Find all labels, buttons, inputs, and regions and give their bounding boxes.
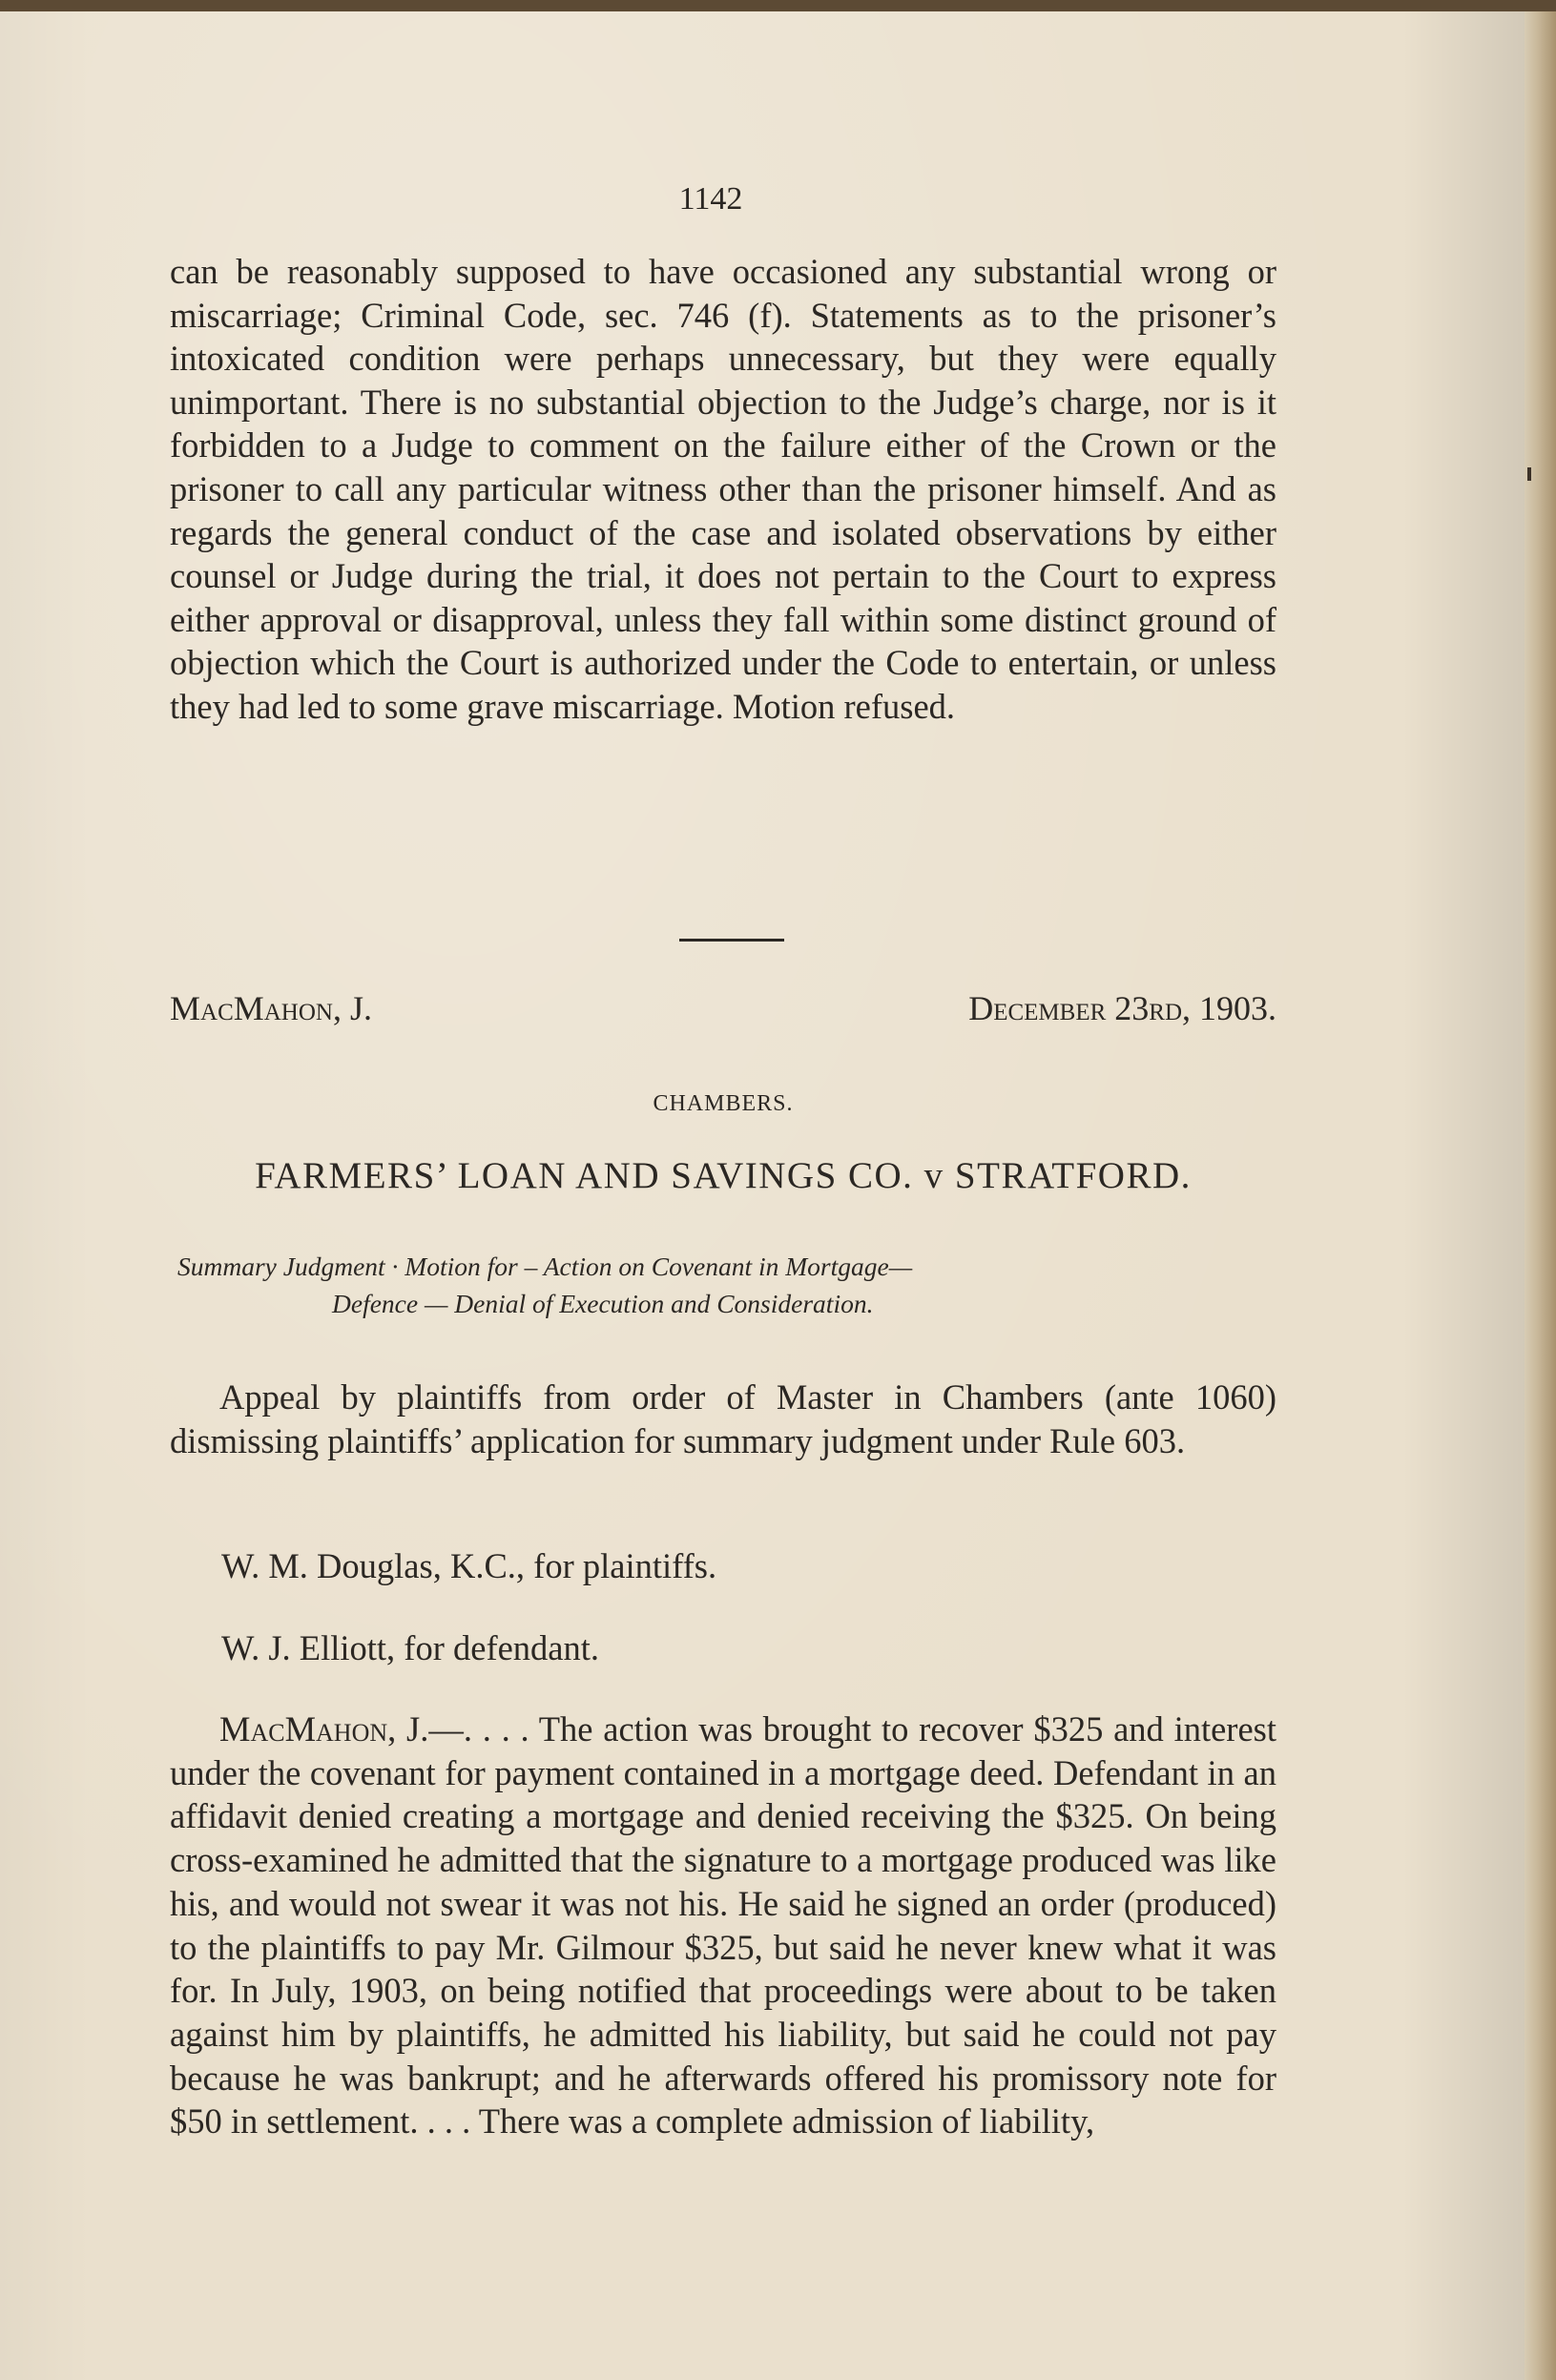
intro-paragraph — [170, 250, 1276, 729]
intro-paragraph-text: can be reasonably supposed to have occasioned any substantial wrong or miscarriage; Criminal Code, sec. 746 (f). Statements as to the prisoner’s intoxicated condition were perhaps unnecessary, but they were equally unimportant. There is no substantial objection to the Judge’s charge, nor is it forbidden to a Judge to comment on the failure either of the Crown or the prisoner to call any particular witness other than the prisoner himself. And as regards the general conduct of the case and isolated observations by either counsel or Judge during the trial, it does not pertain to the Court to express either approval or disapproval, unless they fall within some distinct ground of objection which the Court is authorized under the Code to entertain, or unless they had led to some grave miscarriage. Motion refused. — [170, 252, 1276, 726]
margin-mark — [1527, 467, 1531, 481]
page-binding-edge — [1525, 11, 1556, 2380]
judge-name: MacMahon, J. — [170, 989, 372, 1027]
counsel-plaintiffs: W. M. Douglas, K.C., for plaintiffs. — [221, 1546, 717, 1585]
case-title: FARMERS’ LOAN AND SAVINGS CO. v STRATFORD. — [255, 1155, 1192, 1196]
page-top-edge — [0, 0, 1556, 11]
appeal-paragraph — [170, 1376, 1276, 1462]
headnote-line-2: Defence — Denial of Execution and Consideration. — [332, 1289, 874, 1318]
counsel-defendant: W. J. Elliott, for defendant. — [221, 1628, 600, 1667]
case-header-line — [170, 988, 1276, 1036]
case-date: December 23rd, 1903. — [968, 989, 1276, 1027]
judgment-speaker: MacMahon, J. — [219, 1709, 429, 1749]
judgment-text: —. . . . The action was brought to recover $325 and interest under the covenant for payment contained in a mortgage deed. Defendant in an affidavit denied creating a mortgage and denied receiving the $325. On being cross-examined he admitted that the signature to a mortgage produced was like his, and would not swear it was not his. He said he signed an order (produced) to the plaintiffs to pay Mr. Gilmour $325, but said he never knew what it was for. In July, 1903, on being notified that proceedings were about to be taken against him by plaintiffs, he admitted his liability, but said he could not pay because he was bankrupt; and he afterwards offered his promissory note for $50 in settlement. . . . There was a complete admission of liability, — [170, 1709, 1277, 2142]
page-number: 1142 — [678, 181, 743, 217]
headnote — [170, 1248, 1276, 1322]
headnote-line-1: Summary Judgment · Motion for – Action on Covenant in Mortgage— — [177, 1252, 913, 1281]
court-label: CHAMBERS. — [653, 1091, 794, 1116]
judgment-body — [170, 1707, 1276, 2143]
section-divider — [679, 939, 784, 942]
appeal-text: Appeal by plaintiffs from order of Master in Chambers (ante 1060) dismissing plaintiffs’ application for summary judgment under Rule 603. — [170, 1377, 1276, 1460]
judgment-paragraph — [170, 1707, 1276, 2143]
